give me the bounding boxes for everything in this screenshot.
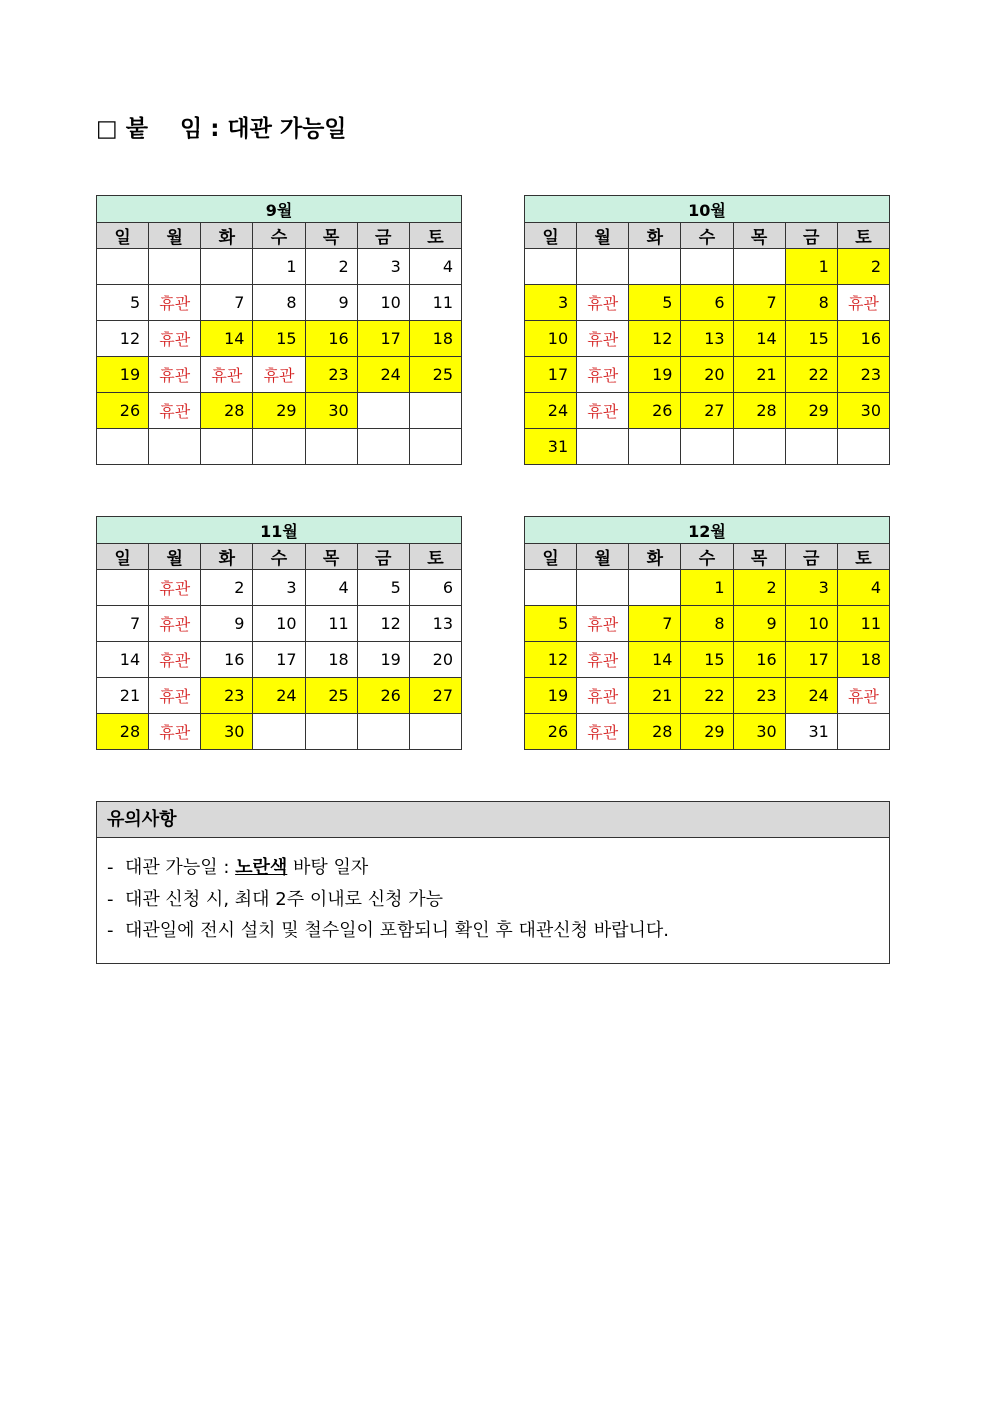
- weekday-header: 일: [525, 223, 577, 249]
- closed-day-cell: 휴관: [577, 357, 629, 393]
- available-day-cell: 19: [97, 357, 149, 393]
- note-emphasis: 노란색: [235, 857, 288, 878]
- available-day-cell: 7: [733, 285, 785, 321]
- empty-cell: [253, 714, 305, 750]
- available-day-cell: 30: [305, 393, 357, 429]
- available-day-cell: 20: [681, 357, 733, 393]
- empty-cell: [837, 714, 889, 750]
- available-day-cell: 27: [409, 678, 461, 714]
- weekday-header: 화: [201, 544, 253, 570]
- available-day-cell: 12: [525, 642, 577, 678]
- closed-day-cell: 휴관: [577, 714, 629, 750]
- weekday-header: 월: [149, 544, 201, 570]
- day-cell: 2: [201, 570, 253, 606]
- day-cell: 10: [357, 285, 409, 321]
- available-day-cell: 14: [629, 642, 681, 678]
- available-day-cell: 10: [525, 321, 577, 357]
- empty-cell: [201, 249, 253, 285]
- available-day-cell: 28: [201, 393, 253, 429]
- available-day-cell: 7: [629, 606, 681, 642]
- week-row: [525, 285, 890, 321]
- calendar-december: [524, 516, 890, 750]
- day-cell: 2: [305, 249, 357, 285]
- empty-cell: [733, 249, 785, 285]
- day-cell: 4: [409, 249, 461, 285]
- week-row: [97, 714, 462, 750]
- notes-list: [97, 838, 889, 947]
- empty-cell: [357, 393, 409, 429]
- weekday-header: 수: [253, 223, 305, 249]
- notes-title: 유의사항: [97, 802, 889, 838]
- day-cell: 9: [305, 285, 357, 321]
- empty-cell: [409, 429, 461, 465]
- closed-day-cell: 휴관: [577, 321, 629, 357]
- empty-cell: [629, 429, 681, 465]
- week-row: [97, 429, 462, 465]
- day-cell: 10: [253, 606, 305, 642]
- week-row: [97, 249, 462, 285]
- available-day-cell: 16: [837, 321, 889, 357]
- note-item: [107, 852, 889, 884]
- month-header: 10월: [525, 196, 890, 223]
- closed-day-cell: 휴관: [149, 642, 201, 678]
- empty-cell: [837, 429, 889, 465]
- weekday-header: 금: [785, 223, 837, 249]
- empty-cell: [97, 570, 149, 606]
- day-cell: 31: [785, 714, 837, 750]
- weekday-header: 토: [409, 223, 461, 249]
- day-cell: 16: [201, 642, 253, 678]
- weekday-header: 토: [409, 544, 461, 570]
- available-day-cell: 17: [525, 357, 577, 393]
- day-cell: 4: [305, 570, 357, 606]
- available-day-cell: 22: [785, 357, 837, 393]
- empty-cell: [357, 429, 409, 465]
- closed-day-cell: 휴관: [149, 570, 201, 606]
- weekday-header: 월: [577, 544, 629, 570]
- empty-cell: [409, 714, 461, 750]
- weekday-header: 목: [305, 544, 357, 570]
- day-cell: 1: [253, 249, 305, 285]
- weekday-header: 목: [305, 223, 357, 249]
- available-day-cell: 16: [305, 321, 357, 357]
- available-day-cell: 23: [837, 357, 889, 393]
- available-day-cell: 3: [525, 285, 577, 321]
- closed-day-cell: 휴관: [149, 606, 201, 642]
- empty-cell: [201, 429, 253, 465]
- closed-day-cell: 휴관: [837, 285, 889, 321]
- weekday-header: 목: [733, 544, 785, 570]
- empty-cell: [357, 714, 409, 750]
- closed-day-cell: 휴관: [149, 678, 201, 714]
- week-row: [525, 606, 890, 642]
- empty-cell: [525, 249, 577, 285]
- available-day-cell: 21: [733, 357, 785, 393]
- week-row: [97, 321, 462, 357]
- day-cell: 12: [357, 606, 409, 642]
- note-text: 바탕 일자: [287, 857, 369, 878]
- available-day-cell: 28: [733, 393, 785, 429]
- available-day-cell: 10: [785, 606, 837, 642]
- available-day-cell: 19: [525, 678, 577, 714]
- weekday-header: 금: [785, 544, 837, 570]
- available-day-cell: 18: [409, 321, 461, 357]
- day-cell: 14: [97, 642, 149, 678]
- calendar-november: [96, 516, 462, 750]
- week-row: [525, 678, 890, 714]
- closed-day-cell: 휴관: [149, 393, 201, 429]
- day-cell: 17: [253, 642, 305, 678]
- closed-day-cell: 휴관: [149, 714, 201, 750]
- empty-cell: [305, 714, 357, 750]
- available-day-cell: 16: [733, 642, 785, 678]
- month-header: 11월: [97, 517, 462, 544]
- closed-day-cell: 휴관: [149, 357, 201, 393]
- day-cell: 21: [97, 678, 149, 714]
- available-day-cell: 24: [525, 393, 577, 429]
- available-day-cell: 15: [785, 321, 837, 357]
- week-row: [97, 678, 462, 714]
- available-day-cell: 31: [525, 429, 577, 465]
- closed-day-cell: 휴관: [149, 285, 201, 321]
- closed-day-cell: 휴관: [837, 678, 889, 714]
- empty-cell: [577, 429, 629, 465]
- available-day-cell: 4: [837, 570, 889, 606]
- day-cell: 6: [409, 570, 461, 606]
- available-day-cell: 19: [629, 357, 681, 393]
- note-item: - 대관일에 전시 설치 및 철수일이 포함되니 확인 후 대관신청 바랍니다.: [107, 920, 670, 941]
- month-header: 9월: [97, 196, 462, 223]
- available-day-cell: 18: [837, 642, 889, 678]
- day-cell: 7: [97, 606, 149, 642]
- note-text: - 대관 가능일 :: [107, 857, 236, 878]
- available-day-cell: 15: [253, 321, 305, 357]
- empty-cell: [577, 570, 629, 606]
- day-cell: 18: [305, 642, 357, 678]
- weekday-header: 금: [357, 544, 409, 570]
- week-row: [97, 357, 462, 393]
- note-item: - 대관 신청 시, 최대 2주 이내로 신청 가능: [107, 888, 443, 910]
- weekday-header: 목: [733, 223, 785, 249]
- available-day-cell: 17: [357, 321, 409, 357]
- closed-day-cell: 휴관: [577, 285, 629, 321]
- day-cell: 3: [357, 249, 409, 285]
- available-day-cell: 25: [305, 678, 357, 714]
- empty-cell: [681, 249, 733, 285]
- day-cell: 20: [409, 642, 461, 678]
- available-day-cell: 5: [629, 285, 681, 321]
- day-cell: 19: [357, 642, 409, 678]
- empty-cell: [785, 429, 837, 465]
- available-day-cell: 22: [681, 678, 733, 714]
- available-day-cell: 8: [681, 606, 733, 642]
- week-row: [525, 393, 890, 429]
- available-day-cell: 14: [201, 321, 253, 357]
- empty-cell: [629, 249, 681, 285]
- week-row: [525, 642, 890, 678]
- closed-day-cell: 휴관: [577, 642, 629, 678]
- available-day-cell: 17: [785, 642, 837, 678]
- available-day-cell: 26: [97, 393, 149, 429]
- day-cell: 8: [253, 285, 305, 321]
- week-row: [97, 570, 462, 606]
- day-cell: 12: [97, 321, 149, 357]
- week-row: [525, 429, 890, 465]
- available-day-cell: 11: [837, 606, 889, 642]
- empty-cell: [629, 570, 681, 606]
- weekday-header: 월: [149, 223, 201, 249]
- empty-cell: [409, 393, 461, 429]
- week-row: [97, 606, 462, 642]
- available-day-cell: 28: [97, 714, 149, 750]
- available-day-cell: 24: [357, 357, 409, 393]
- available-day-cell: 21: [629, 678, 681, 714]
- weekday-header: 금: [357, 223, 409, 249]
- page-title: □ 붙 임 : 대관 가능일: [96, 116, 347, 142]
- day-cell: 9: [201, 606, 253, 642]
- empty-cell: [149, 249, 201, 285]
- empty-cell: [525, 570, 577, 606]
- available-day-cell: 24: [253, 678, 305, 714]
- notes-box: [96, 801, 890, 964]
- week-row: [97, 393, 462, 429]
- weekday-header: 토: [837, 544, 889, 570]
- empty-cell: [577, 249, 629, 285]
- weekday-header: 화: [629, 223, 681, 249]
- weekday-header: 수: [681, 544, 733, 570]
- closed-day-cell: 휴관: [577, 678, 629, 714]
- empty-cell: [149, 429, 201, 465]
- week-row: [525, 570, 890, 606]
- day-cell: 11: [305, 606, 357, 642]
- available-day-cell: 2: [837, 249, 889, 285]
- day-cell: 3: [253, 570, 305, 606]
- available-day-cell: 26: [357, 678, 409, 714]
- available-day-cell: 30: [201, 714, 253, 750]
- available-day-cell: 1: [681, 570, 733, 606]
- available-day-cell: 23: [733, 678, 785, 714]
- available-day-cell: 14: [733, 321, 785, 357]
- available-day-cell: 23: [305, 357, 357, 393]
- available-day-cell: 2: [733, 570, 785, 606]
- closed-day-cell: 휴관: [201, 357, 253, 393]
- available-day-cell: 29: [681, 714, 733, 750]
- available-day-cell: 9: [733, 606, 785, 642]
- day-cell: 13: [409, 606, 461, 642]
- empty-cell: [97, 429, 149, 465]
- available-day-cell: 12: [629, 321, 681, 357]
- available-day-cell: 6: [681, 285, 733, 321]
- weekday-header: 월: [577, 223, 629, 249]
- available-day-cell: 8: [785, 285, 837, 321]
- available-day-cell: 30: [837, 393, 889, 429]
- closed-day-cell: 휴관: [577, 606, 629, 642]
- available-day-cell: 30: [733, 714, 785, 750]
- available-day-cell: 26: [629, 393, 681, 429]
- weekday-header: 수: [681, 223, 733, 249]
- available-day-cell: 13: [681, 321, 733, 357]
- available-day-cell: 23: [201, 678, 253, 714]
- week-row: [525, 357, 890, 393]
- available-day-cell: 29: [253, 393, 305, 429]
- available-day-cell: 29: [785, 393, 837, 429]
- day-cell: 5: [357, 570, 409, 606]
- available-day-cell: 25: [409, 357, 461, 393]
- weekday-header: 일: [525, 544, 577, 570]
- week-row: [97, 285, 462, 321]
- week-row: [97, 642, 462, 678]
- day-cell: 11: [409, 285, 461, 321]
- week-row: [525, 714, 890, 750]
- available-day-cell: 24: [785, 678, 837, 714]
- weekday-header: 일: [97, 544, 149, 570]
- closed-day-cell: 휴관: [149, 321, 201, 357]
- empty-cell: [253, 429, 305, 465]
- empty-cell: [681, 429, 733, 465]
- weekday-header: 수: [253, 544, 305, 570]
- available-day-cell: 3: [785, 570, 837, 606]
- week-row: [525, 249, 890, 285]
- weekday-header: 화: [201, 223, 253, 249]
- empty-cell: [97, 249, 149, 285]
- weekday-header: 토: [837, 223, 889, 249]
- day-cell: 7: [201, 285, 253, 321]
- available-day-cell: 28: [629, 714, 681, 750]
- available-day-cell: 5: [525, 606, 577, 642]
- empty-cell: [733, 429, 785, 465]
- weekday-header: 화: [629, 544, 681, 570]
- available-day-cell: 1: [785, 249, 837, 285]
- empty-cell: [305, 429, 357, 465]
- month-header: 12월: [525, 517, 890, 544]
- weekday-header: 일: [97, 223, 149, 249]
- available-day-cell: 26: [525, 714, 577, 750]
- week-row: [525, 321, 890, 357]
- available-day-cell: 27: [681, 393, 733, 429]
- available-day-cell: 15: [681, 642, 733, 678]
- calendar-october: [524, 195, 890, 465]
- closed-day-cell: 휴관: [577, 393, 629, 429]
- day-cell: 5: [97, 285, 149, 321]
- closed-day-cell: 휴관: [253, 357, 305, 393]
- calendar-september: [96, 195, 462, 465]
